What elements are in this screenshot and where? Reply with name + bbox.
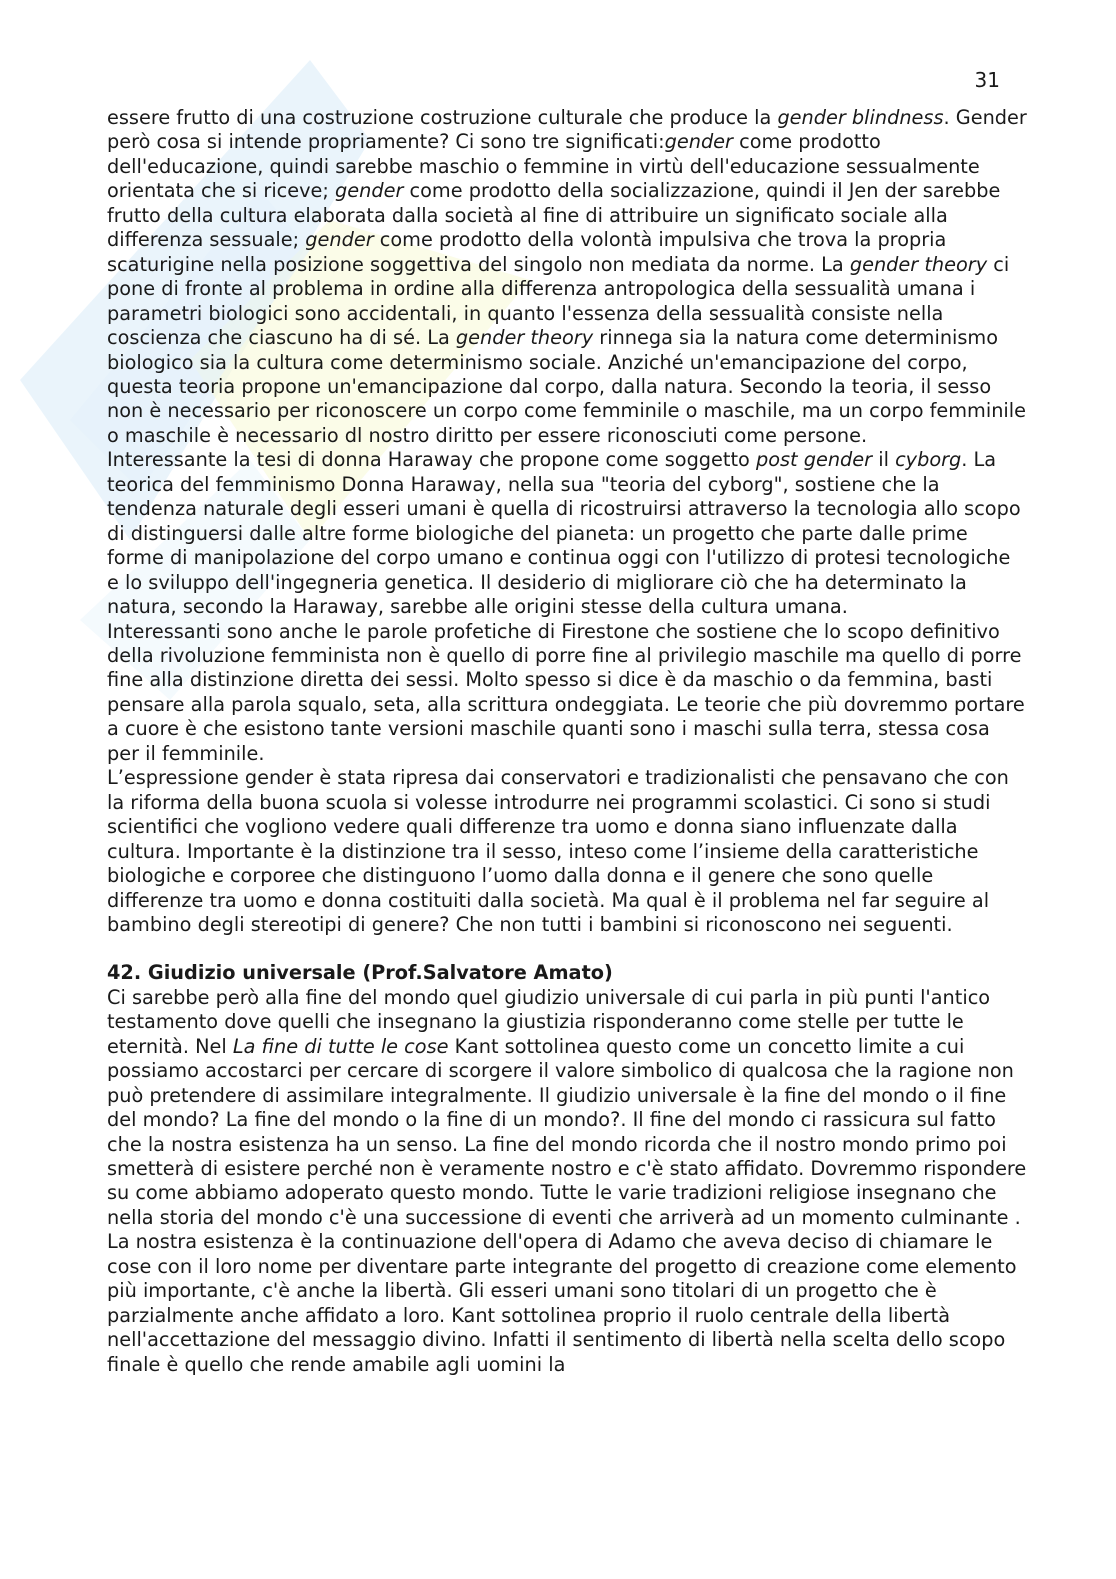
paragraph-haraway xyxy=(107,448,1027,619)
text-run: essere frutto di una costruzione costruzione culturale che produce la xyxy=(107,106,778,129)
italic-term: gender xyxy=(664,130,733,154)
text-run: il xyxy=(872,448,896,472)
italic-term: gender xyxy=(305,228,374,252)
italic-term: gender blindness xyxy=(777,106,944,129)
text-run: come prodotto della socializzazione, quindi il Jen der sarebbe frutto della cultura elaborata dalla società al fine di attribuire un significato sociale alla differenza sessuale; xyxy=(107,179,1001,252)
section-heading: 42. Giudizio universale (Prof.Salvatore Amato) xyxy=(107,961,613,985)
text-run: Kant sottolinea questo come un concetto limite a cui possiamo accostarci per cercare di scorgere il valore simbolico di qualcosa che la ragione non può pretendere di assimilare integralmente. Il giudizio universale è la fine del mondo o il fine del mondo? La fine del mondo o la fine di un mondo?. Il fine del mondo ci rassicura sul fatto che la nostra esistenza ha un senso. La fine del mondo ricorda che il nostro mondo primo poi smetterà di esistere perché non è veramente nostro e c'è stato affidato. Dovremmo rispondere su come abbiamo adoperato questo mondo. Tutte le varie tradizioni religiose insegnano che nella storia del mondo c'è una successione di eventi che arriverà ad un momento culminante . La nostra esistenza è la continuazione dell'opera di Adamo che aveva deciso di chiamare le cose con il loro nome per diventare parte integrante del progetto di creazione come elemento più importante, c'è anche la libertà. Gli esseri umani sono titolari di un progetto che è parzialmente anche affidato a loro. Kant sottolinea proprio il ruolo centrale della libertà nell'accettazione del messaggio divino. Infatti il sentimento di libertà nella scelta dello scopo finale è quello che rende amabile agli uomini la xyxy=(107,1034,1027,1376)
italic-term: post gender xyxy=(755,448,873,472)
paragraph-firestone: Interessanti sono anche le parole profetiche di Firestone che sostiene che lo scopo definitivo della rivoluzione femminista non è quello di porre fine al privilegio maschile ma quello di porre fine alla distinzione diretta dei sessi. Molto spesso si dice è da maschio o da femmina, basti pensare alla parola squalo, seta, alla scrittura ondeggiata. Le teorie che più dovremmo portare a cuore è che esistono tante versioni maschile quanti sono i maschi sulla terra, stessa cosa per il femminile. xyxy=(107,619,1025,765)
italic-book-title: La fine di tutte le cose xyxy=(232,1034,449,1058)
paragraph-giudizio-universale xyxy=(107,986,1027,1377)
paragraph-gender-expression: L’espressione gender è stata ripresa dai conservatori e tradizionalisti che pensavano che con la riforma della buona scuola si volesse introdurre nei programmi scolastici. Ci sono si studi scientifici che vogliono vedere quali differenze tra uomo e donna siano influenzate dalla cultura. Importante è la distinzione tra il sesso, inteso come l’insieme della caratteristiche biologiche e corporee che distinguono l’uomo dalla donna e il genere che sono quelle differenze tra uomo e donna costituiti dalla società. Ma qual è il problema nel far seguire al bambino degli stereotipi di genere? Che non tutti i bambini si riconoscono nei seguenti. xyxy=(107,766,1009,936)
paragraph-spacer xyxy=(107,937,1027,961)
paragraph-gender-definitions xyxy=(107,106,1027,448)
italic-term: cyborg xyxy=(895,448,962,472)
text-run: come prodotto della volontà impulsiva che trova la propria scaturigine nella posizione soggettiva del singolo non mediata da norme. La xyxy=(107,228,947,276)
text-run: ci pone di fronte al problema in ordine alla differenza antropologica della sessualità umana i parametri biologici sono accidentali, in quanto l'essenza della sessualità consiste nella coscienza che ciascuno ha di sé. La xyxy=(107,252,1010,350)
text-run: . La teorica del femminismo Donna Haraway, nella sua "teoria del cyborg", sostiene che la tendenza naturale degli esseri umani è quella di ricostruirsi attraverso la tecnologia allo scopo di distinguersi dalle altre forme biologiche del pianeta: un progetto che parte dalle prime forme di manipolazione del corpo umano e continua oggi con l'utilizzo di protesi tecnologiche e lo sviluppo dell'ingegneria genetica. Il desiderio di migliorare ciò che ha determinato la natura, secondo la Haraway, sarebbe alle origini stesse della cultura umana. xyxy=(107,448,1021,619)
italic-term: gender theory xyxy=(849,252,988,276)
text-run: Ci sarebbe però alla fine del mondo quel giudizio universale di cui parla in più punti l'antico testamento dove quelli che insegnano la giustizia risponderanno come stelle per tutte le eternità. Nel xyxy=(107,985,991,1058)
text-run: rinnega sia la natura come determinismo biologico sia la cultura come determinismo sociale. Anziché un'emancipazione del corpo, questa teoria propone un'emancipazione dal corpo, dalla natura. Secondo la teoria, il sesso non è necessario per riconoscere un corpo come femminile o maschile, ma un corpo femminile o maschile è necessario dl nostro diritto per essere riconosciuti come persone. xyxy=(107,326,1026,447)
page-number: 31 xyxy=(974,68,1000,92)
italic-term: gender theory xyxy=(455,326,594,350)
italic-term: gender xyxy=(335,179,404,203)
text-run: come prodotto dell'educazione, quindi sarebbe maschio o femmine in virtù dell'educazione sessualmente orientata che si riceve; xyxy=(107,130,980,203)
text-run: Interessante la tesi di donna Haraway che propone come soggetto xyxy=(107,448,756,472)
text-run: . Gender però cosa si intende propriamente? Ci sono tre significati: xyxy=(107,106,1027,154)
document-body xyxy=(107,106,1027,1377)
